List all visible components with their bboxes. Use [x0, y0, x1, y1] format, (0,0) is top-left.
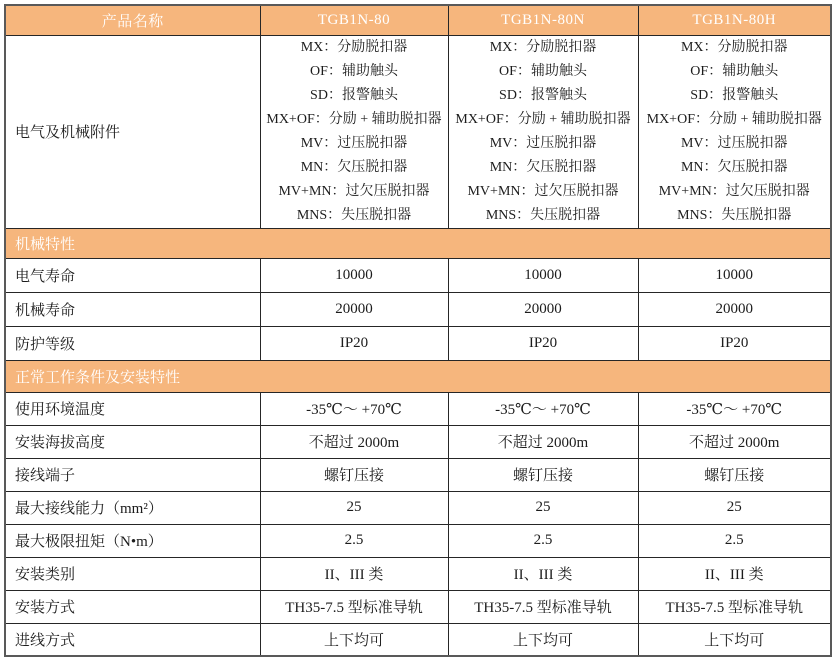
cell-value: II、III 类 — [260, 557, 448, 590]
cell-value: 2.5 — [448, 524, 638, 557]
accessories-list-tgb1n-80h — [638, 35, 831, 228]
accessory-line: OF：辅助触头 — [310, 63, 398, 79]
accessory-line: MV+MN：过欠压脱扣器 — [658, 183, 810, 199]
section-band-row — [5, 228, 831, 258]
cell-value: 25 — [260, 491, 448, 524]
row-mechanical-life — [5, 292, 831, 326]
header-row — [5, 5, 831, 35]
product-spec-table — [4, 4, 832, 657]
accessory-line: MN：欠压脱扣器 — [680, 159, 788, 175]
cell-value: 10000 — [638, 258, 831, 292]
accessory-line: MX：分励脱扣器 — [489, 39, 597, 55]
cell-value: 20000 — [638, 292, 831, 326]
row-electrical-life — [5, 258, 831, 292]
accessories-list-tgb1n-80 — [260, 35, 448, 228]
section-mechanical-characteristics: 机械特性 — [5, 228, 831, 258]
accessory-line: MX：分励脱扣器 — [680, 39, 788, 55]
row-max-wiring-capacity — [5, 491, 831, 524]
row-label: 安装海拔高度 — [5, 425, 260, 458]
cell-value: -35℃～ +70℃ — [260, 392, 448, 425]
accessory-line: MNS：失压脱扣器 — [677, 207, 792, 223]
cell-value: 10000 — [260, 258, 448, 292]
section-band-row — [5, 360, 831, 392]
row-incoming-wire-direction — [5, 623, 831, 656]
row-label: 安装类别 — [5, 557, 260, 590]
row-max-torque — [5, 524, 831, 557]
accessories-row-label: 电气及机械附件 — [5, 35, 260, 228]
cell-value: 上下均可 — [260, 623, 448, 656]
accessory-line: MV：过压脱扣器 — [300, 135, 408, 151]
row-label: 使用环境温度 — [5, 392, 260, 425]
accessory-line: OF：辅助触头 — [499, 63, 587, 79]
cell-value: IP20 — [260, 326, 448, 360]
cell-value: 2.5 — [638, 524, 831, 557]
cell-value: II、III 类 — [638, 557, 831, 590]
row-label: 最大极限扭矩（N•m） — [5, 524, 260, 557]
accessory-line: MX+OF：分励 + 辅助脱扣器 — [646, 111, 822, 127]
accessory-line: SD：报警触头 — [310, 87, 398, 103]
accessory-line: MV：过压脱扣器 — [680, 135, 788, 151]
cell-value: 25 — [448, 491, 638, 524]
accessory-line: MN：欠压脱扣器 — [300, 159, 408, 175]
header-model-tgb1n-80h: TGB1N-80H — [638, 5, 831, 35]
cell-value: 螺钉压接 — [448, 458, 638, 491]
accessories-list-tgb1n-80n — [448, 35, 638, 228]
header-model-tgb1n-80: TGB1N-80 — [260, 5, 448, 35]
cell-value: 不超过 2000m — [260, 425, 448, 458]
row-label: 防护等级 — [5, 326, 260, 360]
accessory-line: MNS：失压脱扣器 — [485, 207, 601, 223]
accessories-row — [5, 35, 831, 228]
row-label: 进线方式 — [5, 623, 260, 656]
cell-value: IP20 — [638, 326, 831, 360]
cell-value: IP20 — [448, 326, 638, 360]
cell-value: 20000 — [260, 292, 448, 326]
cell-value: TH35-7.5 型标准导轨 — [448, 590, 638, 623]
header-product-name-label: 产品名称 — [5, 5, 260, 35]
row-label: 最大接线能力（mm²） — [5, 491, 260, 524]
cell-value: TH35-7.5 型标准导轨 — [638, 590, 831, 623]
row-protection-rating — [5, 326, 831, 360]
cell-value: 上下均可 — [638, 623, 831, 656]
cell-value: 不超过 2000m — [448, 425, 638, 458]
accessory-line: MNS：失压脱扣器 — [296, 207, 412, 223]
row-installation-altitude — [5, 425, 831, 458]
cell-value: 上下均可 — [448, 623, 638, 656]
row-mounting-method — [5, 590, 831, 623]
cell-value: 螺钉压接 — [638, 458, 831, 491]
row-label: 电气寿命 — [5, 258, 260, 292]
cell-value: II、III 类 — [448, 557, 638, 590]
cell-value: 25 — [638, 491, 831, 524]
accessory-line: MV+MN：过欠压脱扣器 — [467, 183, 619, 199]
cell-value: 不超过 2000m — [638, 425, 831, 458]
accessory-line: MX+OF：分励 + 辅助脱扣器 — [455, 111, 631, 127]
row-label: 接线端子 — [5, 458, 260, 491]
row-label: 安装方式 — [5, 590, 260, 623]
cell-value: -35℃～ +70℃ — [638, 392, 831, 425]
accessory-line: MV：过压脱扣器 — [489, 135, 597, 151]
cell-value: 2.5 — [260, 524, 448, 557]
row-ambient-temperature — [5, 392, 831, 425]
section-operating-installation: 正常工作条件及安装特性 — [5, 360, 831, 392]
row-wiring-terminal — [5, 458, 831, 491]
accessory-line: MN：欠压脱扣器 — [489, 159, 597, 175]
accessory-line: MX：分励脱扣器 — [300, 39, 408, 55]
accessory-line: SD：报警触头 — [499, 87, 587, 103]
cell-value: 20000 — [448, 292, 638, 326]
accessory-line: MX+OF：分励 + 辅助脱扣器 — [266, 111, 442, 127]
row-label: 机械寿命 — [5, 292, 260, 326]
cell-value: -35℃～ +70℃ — [448, 392, 638, 425]
accessory-line: OF：辅助触头 — [690, 63, 779, 79]
cell-value: 螺钉压接 — [260, 458, 448, 491]
accessory-line: SD：报警触头 — [690, 87, 779, 103]
accessory-line: MV+MN：过欠压脱扣器 — [278, 183, 430, 199]
header-model-tgb1n-80n: TGB1N-80N — [448, 5, 638, 35]
cell-value: 10000 — [448, 258, 638, 292]
cell-value: TH35-7.5 型标准导轨 — [260, 590, 448, 623]
row-installation-category — [5, 557, 831, 590]
